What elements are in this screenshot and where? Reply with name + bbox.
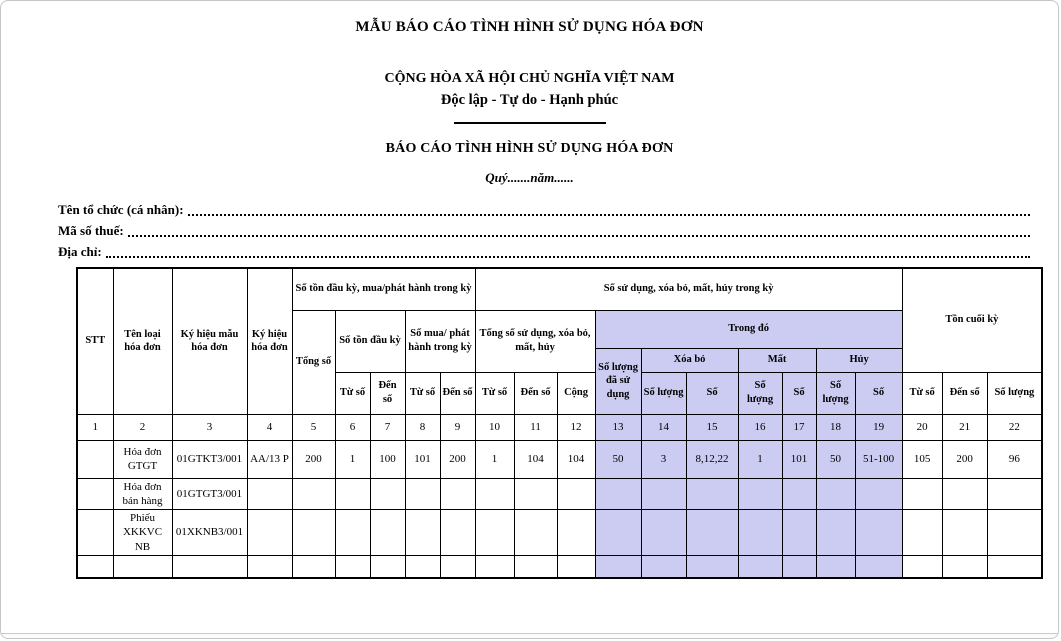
column-number-cell: 12 — [557, 414, 595, 440]
table-cell — [77, 556, 113, 578]
table-cell: 3 — [641, 440, 686, 478]
table-cell — [782, 510, 816, 556]
table-cell: Hóa đơn bán hàng — [113, 478, 172, 510]
header-row-1 — [77, 268, 1042, 310]
table-cell — [335, 478, 370, 510]
table-cell — [557, 510, 595, 556]
table-cell — [335, 556, 370, 578]
header-huy: Hủy — [816, 348, 902, 372]
table-cell — [902, 510, 942, 556]
table-cell — [595, 556, 641, 578]
table-cell: 96 — [987, 440, 1042, 478]
table-cell: Hóa đơn GTGT — [113, 440, 172, 478]
table-cell — [816, 556, 855, 578]
table-cell — [782, 478, 816, 510]
table-cell — [292, 478, 335, 510]
column-number-cell: 19 — [855, 414, 902, 440]
table-cell — [557, 478, 595, 510]
header-den-so-ton-dau: Đến số — [370, 372, 405, 414]
column-number-cell: 20 — [902, 414, 942, 440]
header-huy-so: Số — [855, 372, 902, 414]
table-cell — [595, 510, 641, 556]
column-number-row — [77, 414, 1042, 440]
header-stt: STT — [77, 268, 113, 414]
field-tax-code-label: Mã số thuế: — [58, 223, 124, 238]
table-cell — [440, 556, 475, 578]
table-cell — [172, 556, 247, 578]
table-header — [77, 268, 1042, 440]
table-cell — [686, 478, 738, 510]
national-motto: Độc lập - Tự do - Hạnh phúc — [440, 92, 619, 108]
table-cell — [335, 510, 370, 556]
column-number-cell: 18 — [816, 414, 855, 440]
table-cell: 1 — [738, 440, 782, 478]
table-cell — [855, 556, 902, 578]
field-org-name — [58, 197, 1030, 218]
column-number-cell: 16 — [738, 414, 782, 440]
table-cell — [440, 510, 475, 556]
table-cell — [987, 510, 1042, 556]
field-org-name-dotted-line — [188, 199, 1030, 216]
header-ky-hieu-mau-hoa-don: Ký hiệu mẫu hóa đơn — [172, 268, 247, 414]
table-cell — [855, 478, 902, 510]
table-cell — [77, 510, 113, 556]
table-cell — [292, 510, 335, 556]
table-cell — [595, 478, 641, 510]
field-address — [58, 239, 1030, 260]
header-tu-so-ton-cuoi: Từ số — [902, 372, 942, 414]
header-group-su-dung: Số sử dụng, xóa bỏ, mất, hủy trong kỳ — [475, 268, 902, 310]
table-cell — [557, 556, 595, 578]
table-cell — [405, 556, 440, 578]
column-number-cell: 6 — [335, 414, 370, 440]
header-group-ton-dau-ky: Số tồn đầu kỳ, mua/phát hành trong kỳ — [292, 268, 475, 310]
table-cell — [855, 510, 902, 556]
column-number-cell: 15 — [686, 414, 738, 440]
table-cell — [902, 478, 942, 510]
table-cell: 100 — [370, 440, 405, 478]
header-mat: Mất — [738, 348, 816, 372]
field-address-dotted-line — [106, 241, 1030, 258]
window-bottom-strip — [1, 633, 1058, 639]
motto-divider-line — [454, 122, 606, 124]
table-row — [77, 556, 1042, 578]
field-tax-code-dotted-line — [128, 220, 1030, 237]
column-number-cell: 13 — [595, 414, 641, 440]
column-number-cell: 14 — [641, 414, 686, 440]
header-xoa-bo: Xóa bỏ — [641, 348, 738, 372]
report-title: BÁO CÁO TÌNH HÌNH SỬ DỤNG HÓA ĐƠN — [385, 141, 674, 156]
table-cell — [440, 478, 475, 510]
invoice-usage-table — [76, 267, 1043, 579]
header-xoa-bo-so: Số — [686, 372, 738, 414]
table-cell — [370, 510, 405, 556]
table-cell — [514, 510, 557, 556]
header-mat-so-luong: Số lượng — [738, 372, 782, 414]
table-cell — [987, 478, 1042, 510]
table-cell — [475, 510, 514, 556]
table-cell — [113, 556, 172, 578]
table-cell: 101 — [405, 440, 440, 478]
header-xoa-bo-so-luong: Số lượng — [641, 372, 686, 414]
form-title: MẪU BÁO CÁO TÌNH HÌNH SỬ DỤNG HÓA ĐƠN — [355, 19, 704, 35]
field-tax-code — [58, 218, 1030, 239]
table-cell: 01GTGT3/001 — [172, 478, 247, 510]
table-cell — [370, 556, 405, 578]
column-number-cell: 21 — [942, 414, 987, 440]
table-body — [77, 440, 1042, 578]
table-cell — [942, 556, 987, 578]
table-cell — [77, 478, 113, 510]
header-so-ton-dau-ky: Số tồn đầu kỳ — [335, 310, 405, 372]
table-cell: 200 — [942, 440, 987, 478]
table-cell: 01XKNB3/001 — [172, 510, 247, 556]
header-so-luong-da-su-dung: Số lượng đã sử dụng — [595, 348, 641, 414]
table-cell: AA/13 P — [247, 440, 292, 478]
column-number-cell: 9 — [440, 414, 475, 440]
table-cell — [738, 556, 782, 578]
table-cell — [247, 556, 292, 578]
header-tong-so: Tổng số — [292, 310, 335, 414]
table-row — [77, 478, 1042, 510]
national-title: CỘNG HÒA XÃ HỘI CHỦ NGHĨA VIỆT NAM — [384, 71, 675, 86]
table-cell: 50 — [595, 440, 641, 478]
table-cell — [641, 478, 686, 510]
table-cell: 105 — [902, 440, 942, 478]
table-cell — [247, 478, 292, 510]
header-den-so-ton-cuoi: Đến số — [942, 372, 987, 414]
table-cell — [686, 510, 738, 556]
table-cell — [738, 510, 782, 556]
table-cell — [475, 478, 514, 510]
column-number-cell: 5 — [292, 414, 335, 440]
column-number-cell: 8 — [405, 414, 440, 440]
period-line: Quý.......năm...... — [485, 170, 574, 185]
table-cell — [816, 510, 855, 556]
column-number-cell: 3 — [172, 414, 247, 440]
header-so-luong-ton-cuoi: Số lượng — [987, 372, 1042, 414]
table-row — [77, 440, 1042, 478]
header-tong-so-su-dung: Tổng số sử dụng, xóa bỏ, mất, hủy — [475, 310, 595, 372]
header-tu-so-ton-dau: Từ số — [335, 372, 370, 414]
table-cell: 50 — [816, 440, 855, 478]
header-cong: Cộng — [557, 372, 595, 414]
table-cell — [738, 478, 782, 510]
table-cell — [816, 478, 855, 510]
table-cell — [370, 478, 405, 510]
table-cell: 1 — [335, 440, 370, 478]
column-number-cell: 2 — [113, 414, 172, 440]
table-cell — [942, 478, 987, 510]
column-number-cell: 22 — [987, 414, 1042, 440]
header-tu-so-su-dung: Từ số — [475, 372, 514, 414]
table-cell — [77, 440, 113, 478]
header-tu-so-mua: Từ số — [405, 372, 440, 414]
header-mat-so: Số — [782, 372, 816, 414]
form-fields — [58, 197, 1030, 260]
table-cell — [247, 510, 292, 556]
header-ten-loai-hoa-don: Tên loại hóa đơn — [113, 268, 172, 414]
column-number-cell: 17 — [782, 414, 816, 440]
header-den-so-mua: Đến số — [440, 372, 475, 414]
table-cell: 104 — [514, 440, 557, 478]
table-cell: 1 — [475, 440, 514, 478]
column-number-cell: 10 — [475, 414, 514, 440]
table-cell — [292, 556, 335, 578]
document-content — [1, 1, 1058, 633]
column-number-cell: 7 — [370, 414, 405, 440]
table-cell — [514, 478, 557, 510]
table-cell — [942, 510, 987, 556]
table-cell — [405, 510, 440, 556]
header-ton-cuoi-ky: Tồn cuối kỳ — [902, 268, 1042, 372]
table-cell — [987, 556, 1042, 578]
header-huy-so-luong: Số lượng — [816, 372, 855, 414]
table-cell — [686, 556, 738, 578]
column-number-cell: 4 — [247, 414, 292, 440]
header-ky-hieu-hoa-don: Ký hiệu hóa đơn — [247, 268, 292, 414]
table-cell — [641, 510, 686, 556]
header-den-so-su-dung: Đến số — [514, 372, 557, 414]
table-cell: 8,12,22 — [686, 440, 738, 478]
table-cell — [514, 556, 557, 578]
table-cell — [641, 556, 686, 578]
table-cell: 51-100 — [855, 440, 902, 478]
header-trong-do: Trong đó — [595, 310, 902, 348]
column-number-cell: 11 — [514, 414, 557, 440]
table-cell — [475, 556, 514, 578]
table-cell — [405, 478, 440, 510]
table-cell: Phiếu XKKVC NB — [113, 510, 172, 556]
table-cell: 200 — [292, 440, 335, 478]
header-so-mua-phat-hanh: Số mua/ phát hành trong kỳ — [405, 310, 475, 372]
field-address-label: Địa chỉ: — [58, 244, 102, 259]
table-cell: 101 — [782, 440, 816, 478]
table-cell: 200 — [440, 440, 475, 478]
table-row — [77, 510, 1042, 556]
table-cell — [902, 556, 942, 578]
table-cell: 104 — [557, 440, 595, 478]
field-org-name-label: Tên tổ chức (cá nhân): — [58, 202, 184, 217]
column-number-cell: 1 — [77, 414, 113, 440]
table-cell: 01GTKT3/001 — [172, 440, 247, 478]
table-cell — [782, 556, 816, 578]
